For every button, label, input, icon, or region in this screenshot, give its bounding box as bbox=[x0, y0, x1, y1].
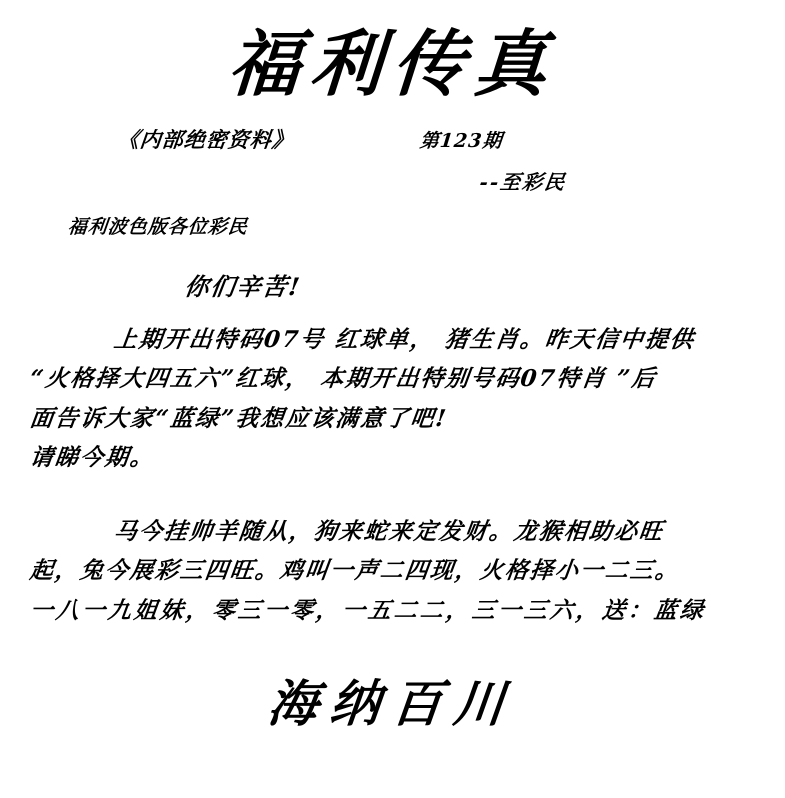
addressee-line: --至彩民 bbox=[478, 169, 569, 194]
greeting-row bbox=[0, 239, 785, 302]
body-line: 请睇今期。 bbox=[28, 444, 157, 472]
salutation-text: 福利波色版各位彩民 bbox=[66, 215, 250, 238]
salutation-row bbox=[0, 164, 785, 239]
page-title: 福利传真 bbox=[225, 21, 560, 106]
body-line: 一八一九姐妹，零三一零，一五二二，三一三六，送：蓝绿 bbox=[28, 596, 708, 624]
body-line: “火格择大四五六”红球， 本期开出特别号码07特肖 ”后 bbox=[28, 365, 659, 393]
greeting-text: 你们辛苦! bbox=[182, 271, 304, 301]
body-paragraph-one bbox=[0, 320, 785, 478]
body-paragraph-two bbox=[0, 512, 785, 631]
body-line: 上期开出特码07号 红球单， 猪生肖。昨天信中提供 bbox=[112, 325, 697, 353]
issue-number: 第123期 bbox=[418, 129, 504, 152]
paragraph-spacer bbox=[0, 478, 785, 494]
body-line: 马今挂帅羊随从，狗来蛇来定发财。龙猴相助必旺 bbox=[112, 517, 666, 545]
document-subtitle: 《内部绝密资料》 bbox=[116, 126, 296, 152]
body-line: 面告诉大家“蓝绿”我想应该满意了吧! bbox=[28, 404, 450, 432]
subheader-row bbox=[0, 124, 785, 194]
body-line: 起，兔今展彩三四旺。鸡叫一声二四现，火格择小一二三。 bbox=[28, 557, 682, 585]
footer-calligraphy: 海纳百川 bbox=[265, 674, 520, 734]
document-page bbox=[0, 21, 785, 798]
